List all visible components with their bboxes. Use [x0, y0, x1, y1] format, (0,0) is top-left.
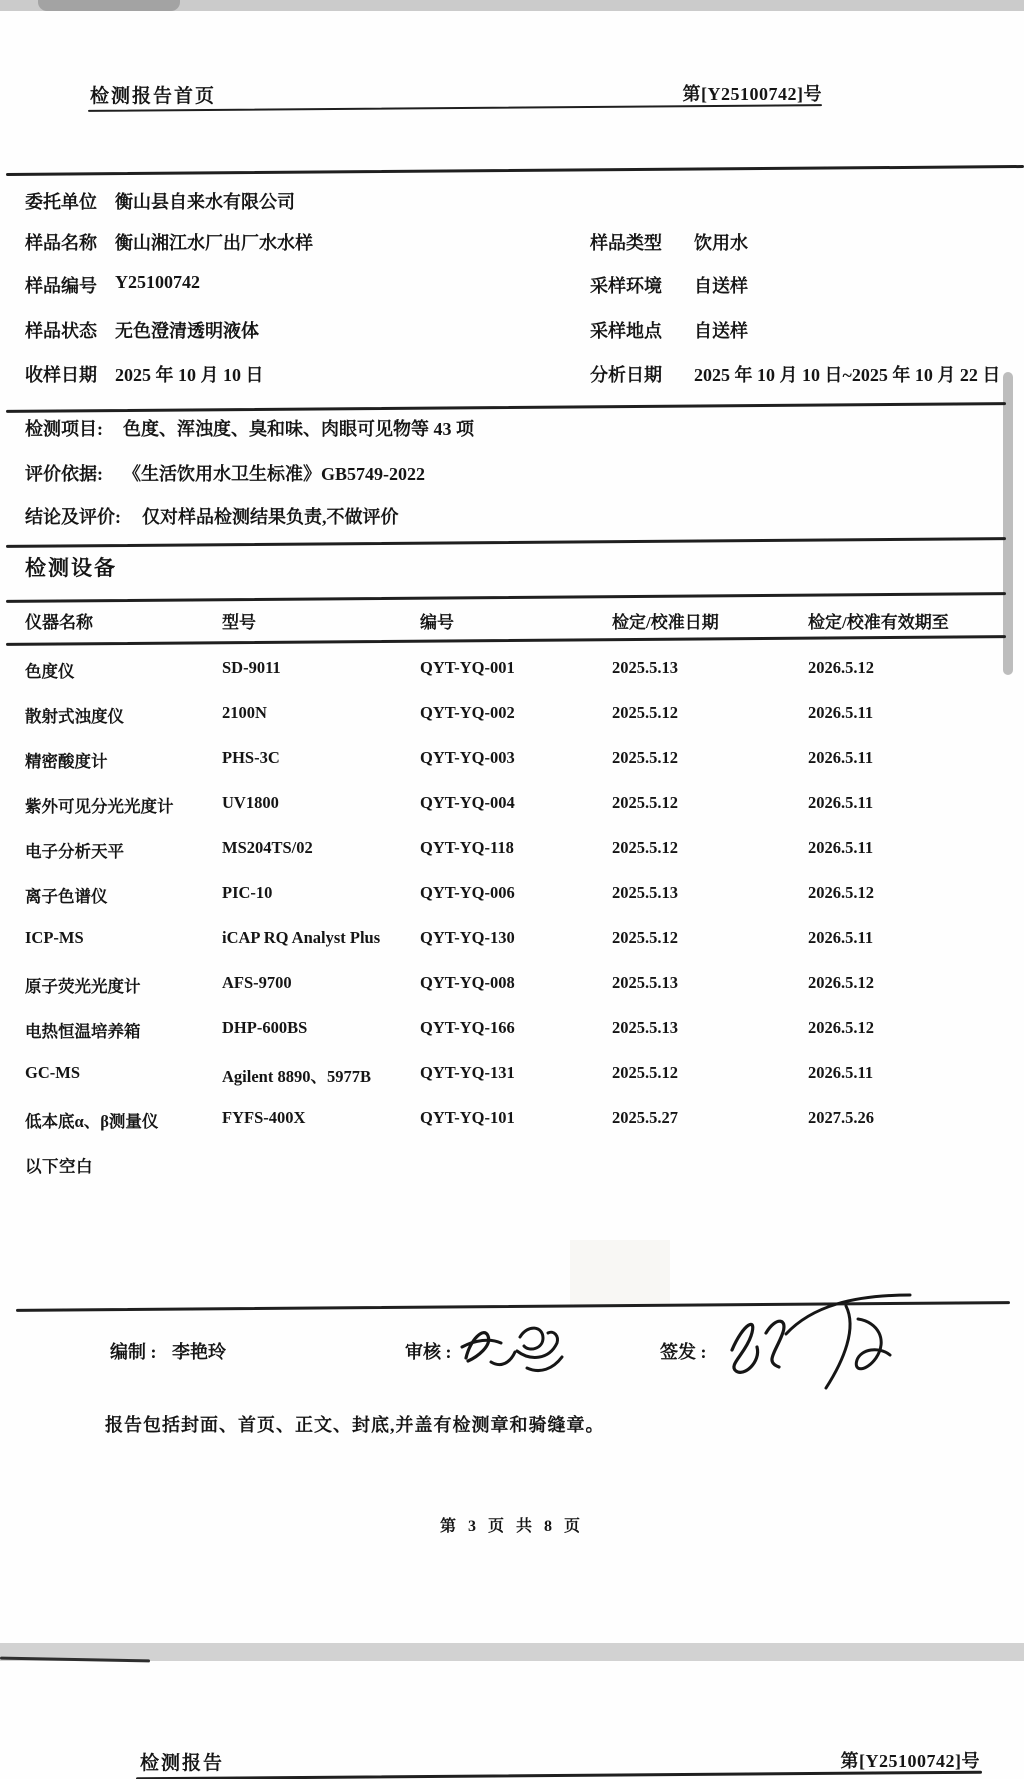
info-label: 分析日期	[590, 365, 662, 385]
table-row	[0, 883, 1024, 907]
next-page-report-number: 第[Y25100742]号	[840, 1751, 980, 1771]
summary-text: 仅对样品检测结果负责,不做评价	[142, 507, 399, 527]
cell-serial: QYT-YQ-001	[420, 658, 515, 677]
viewer-tab-handle[interactable]	[38, 0, 180, 11]
prepared-by-name: 李艳玲	[172, 1342, 226, 1362]
table-row	[0, 973, 1024, 997]
cell-serial: QYT-YQ-118	[420, 838, 514, 857]
summary-line	[0, 503, 1024, 527]
info-label: 样品名称	[25, 233, 97, 253]
table-row	[0, 748, 1024, 772]
info-row	[0, 317, 1024, 341]
cell-calibration-date: 2025.5.12	[612, 793, 678, 812]
prepared-by-label: 编制 :	[110, 1342, 157, 1362]
cell-instrument: 紫外可见分光光度计	[25, 797, 174, 816]
info-value: 饮用水	[694, 233, 748, 253]
cell-instrument: 低本底α、β测量仪	[25, 1112, 159, 1131]
info-value: 自送样	[694, 321, 748, 341]
summary-line	[0, 415, 1024, 439]
summary-line	[0, 460, 1024, 484]
cell-serial: QYT-YQ-003	[420, 748, 515, 767]
cell-calibration-date: 2025.5.12	[612, 838, 678, 857]
info-value: 衡山县自来水有限公司	[115, 192, 295, 212]
cell-instrument: 色度仪	[25, 662, 75, 681]
info-value: 衡山湘江水厂出厂水水样	[115, 233, 313, 253]
cell-instrument: 电热恒温培养箱	[25, 1022, 141, 1041]
cell-serial: QYT-YQ-130	[420, 928, 515, 947]
next-page-title: 检测报告	[140, 1753, 225, 1774]
info-value: 自送样	[694, 276, 748, 296]
cell-valid-until: 2026.5.12	[808, 1018, 874, 1037]
col-header-serial: 编号	[420, 613, 454, 632]
info-value: 2025 年 10 月 10 日	[115, 365, 264, 385]
cell-model: 2100N	[222, 703, 267, 722]
info-row	[0, 272, 1024, 296]
table-row	[0, 838, 1024, 862]
summary-label: 检测项目:	[25, 419, 103, 439]
cell-model: AFS-9700	[222, 973, 292, 992]
cell-valid-until: 2026.5.11	[808, 838, 874, 857]
info-value: 2025 年 10 月 10 日~2025 年 10 月 22 日	[694, 365, 1001, 385]
cell-serial: QYT-YQ-131	[420, 1063, 515, 1082]
cell-calibration-date: 2025.5.13	[612, 973, 678, 992]
col-header-model: 型号	[222, 613, 256, 632]
cell-model: DHP-600BS	[222, 1018, 308, 1037]
issuer-signature	[716, 1288, 918, 1394]
cell-calibration-date: 2025.5.13	[612, 1018, 678, 1037]
col-header-valid-until: 检定/校准有效期至	[808, 613, 949, 632]
issued-by-label: 签发 :	[660, 1342, 707, 1362]
info-label: 采样环境	[590, 276, 662, 296]
cell-serial: QYT-YQ-002	[420, 703, 515, 722]
table-row	[0, 793, 1024, 817]
page-number: 第 3 页 共 8 页	[439, 1518, 584, 1535]
reviewer-signature	[458, 1316, 568, 1382]
col-header-calibration-date: 检定/校准日期	[612, 613, 719, 632]
rule-table-top	[6, 592, 1006, 603]
cell-instrument: 离子色谱仪	[25, 887, 108, 906]
cell-model: Agilent 8890、5977B	[222, 1067, 371, 1086]
cell-model: iCAP RQ Analyst Plus	[222, 928, 381, 947]
summary-text: 《生活饮用水卫生标准》GB5749-2022	[123, 464, 425, 484]
cell-instrument: ICP-MS	[25, 928, 84, 947]
cell-calibration-date: 2025.5.13	[612, 658, 678, 677]
equipment-table-header	[0, 608, 1024, 632]
cell-model: MS204TS/02	[222, 838, 313, 857]
cell-valid-until: 2026.5.11	[808, 748, 874, 767]
table-row	[0, 658, 1024, 682]
report-number: 第[Y25100742]号	[682, 84, 822, 104]
table-row	[0, 1018, 1024, 1042]
page-separator-band	[0, 1643, 1024, 1661]
cell-instrument: 散射式浊度仪	[25, 707, 124, 726]
info-label: 样品编号	[25, 276, 97, 296]
cell-serial: QYT-YQ-166	[420, 1018, 515, 1037]
info-label: 委托单位	[25, 192, 97, 212]
info-label: 样品状态	[25, 321, 97, 341]
cell-valid-until: 2026.5.11	[808, 1063, 874, 1082]
scan-artifact	[570, 1240, 670, 1306]
summary-label: 评价依据:	[25, 464, 103, 484]
table-end-note: 以下空白	[25, 1157, 93, 1176]
cell-calibration-date: 2025.5.12	[612, 703, 678, 722]
table-row	[0, 928, 1024, 952]
cell-model: PHS-3C	[222, 748, 280, 767]
cell-model: UV1800	[222, 793, 279, 812]
info-label: 采样地点	[590, 321, 662, 341]
summary-text: 色度、浑浊度、臭和味、肉眼可见物等 43 项	[123, 419, 474, 439]
cell-calibration-date: 2025.5.27	[612, 1108, 678, 1127]
cell-calibration-date: 2025.5.12	[612, 748, 678, 767]
rule-section-top	[6, 537, 1006, 548]
equipment-section-title: 检测设备	[25, 556, 117, 580]
reviewed-by-label: 审核 :	[405, 1342, 452, 1362]
rule-table-header-bottom	[6, 635, 1006, 645]
cell-model: FYFS-400X	[222, 1108, 306, 1127]
info-value: 无色澄清透明液体	[115, 321, 259, 341]
info-row	[0, 229, 1024, 253]
page-title: 检测报告首页	[90, 86, 217, 107]
cell-instrument: 电子分析天平	[25, 842, 124, 861]
cell-serial: QYT-YQ-006	[420, 883, 515, 902]
cell-valid-until: 2026.5.11	[808, 793, 874, 812]
cell-calibration-date: 2025.5.12	[612, 1063, 678, 1082]
cell-serial: QYT-YQ-008	[420, 973, 515, 992]
table-row	[0, 1063, 1024, 1087]
info-label: 样品类型	[590, 233, 662, 253]
viewer-top-bar	[0, 0, 1024, 11]
cell-instrument: GC-MS	[25, 1063, 80, 1082]
report-composition-note: 报告包括封面、首页、正文、封底,并盖有检测章和骑缝章。	[105, 1415, 605, 1435]
cell-calibration-date: 2025.5.13	[612, 883, 678, 902]
cell-valid-until: 2027.5.26	[808, 1108, 874, 1127]
cell-serial: QYT-YQ-101	[420, 1108, 515, 1127]
info-value: Y25100742	[115, 272, 200, 292]
cell-model: PIC-10	[222, 883, 273, 902]
rule-info-bottom	[6, 402, 1006, 412]
cell-valid-until: 2026.5.12	[808, 973, 874, 992]
rule-top	[6, 165, 1024, 176]
cell-valid-until: 2026.5.12	[808, 658, 874, 677]
cell-instrument: 原子荧光光度计	[25, 977, 141, 996]
table-row	[0, 1108, 1024, 1132]
cell-model: SD-9011	[222, 658, 281, 677]
table-row	[0, 703, 1024, 727]
cell-valid-until: 2026.5.12	[808, 883, 874, 902]
cell-calibration-date: 2025.5.12	[612, 928, 678, 947]
next-page-header-underline	[136, 1771, 982, 1779]
summary-label: 结论及评价:	[25, 507, 121, 527]
info-row	[0, 188, 1024, 212]
info-label: 收样日期	[25, 365, 97, 385]
col-header-instrument: 仪器名称	[25, 613, 93, 632]
info-row	[0, 361, 1024, 385]
cell-valid-until: 2026.5.11	[808, 928, 874, 947]
cell-serial: QYT-YQ-004	[420, 793, 515, 812]
cell-valid-until: 2026.5.11	[808, 703, 874, 722]
cell-instrument: 精密酸度计	[25, 752, 108, 771]
